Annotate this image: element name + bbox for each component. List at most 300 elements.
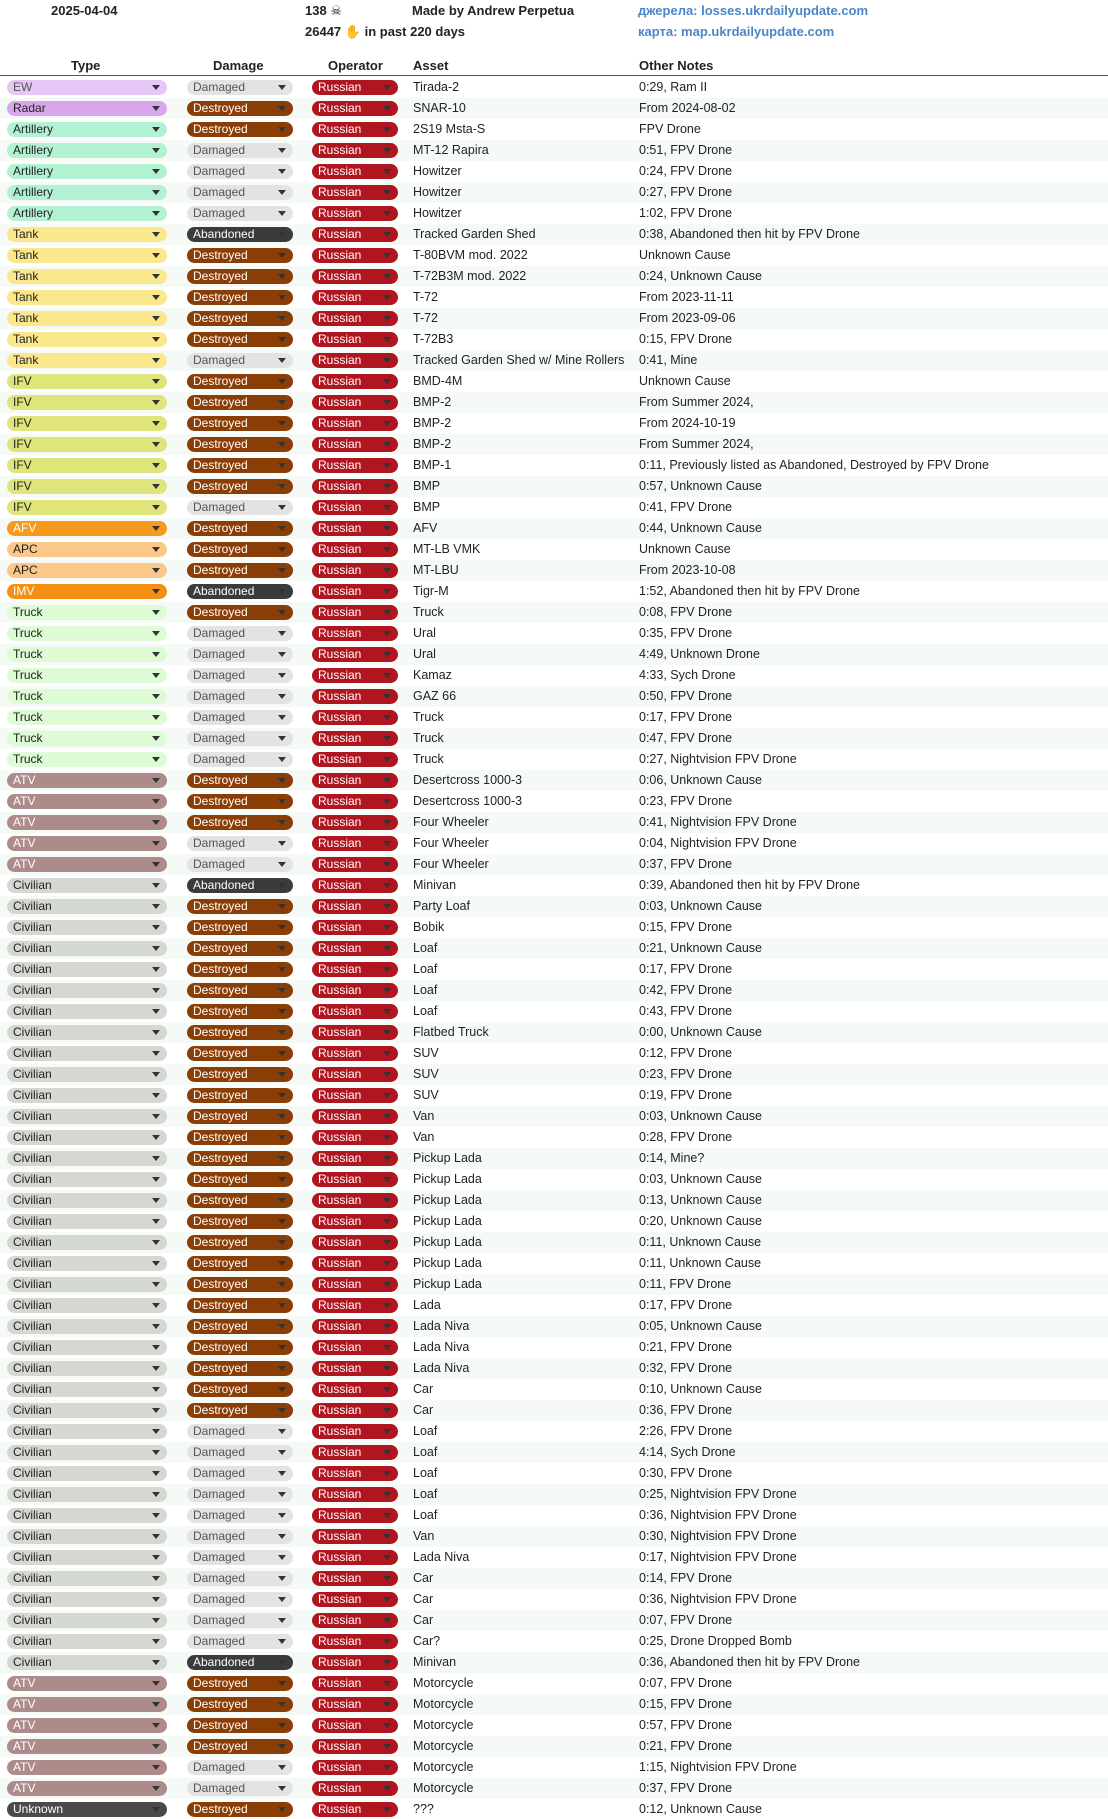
asset-cell: Truck bbox=[413, 752, 444, 766]
type-dropdown[interactable] bbox=[7, 647, 167, 662]
operator-dropdown[interactable] bbox=[312, 1319, 398, 1334]
dropdown-arrow-icon bbox=[152, 589, 160, 594]
damage-dropdown[interactable] bbox=[187, 1592, 293, 1607]
operator-dropdown[interactable] bbox=[312, 899, 398, 914]
damage-dropdown[interactable] bbox=[187, 689, 293, 704]
damage-dropdown[interactable] bbox=[187, 122, 293, 137]
operator-dropdown[interactable] bbox=[312, 1046, 398, 1061]
type-dropdown[interactable] bbox=[7, 1046, 167, 1061]
damage-dropdown[interactable] bbox=[187, 1697, 293, 1712]
damage-dropdown[interactable] bbox=[187, 878, 293, 893]
operator-dropdown[interactable] bbox=[312, 164, 398, 179]
damage-dropdown[interactable] bbox=[187, 1403, 293, 1418]
operator-dropdown[interactable] bbox=[312, 1613, 398, 1628]
type-dropdown[interactable] bbox=[7, 227, 167, 242]
operator-dropdown[interactable] bbox=[312, 1802, 398, 1817]
damage-dropdown[interactable] bbox=[187, 1088, 293, 1103]
damage-dropdown[interactable] bbox=[187, 731, 293, 746]
type-dropdown[interactable] bbox=[7, 773, 167, 788]
type-dropdown[interactable] bbox=[7, 941, 167, 956]
operator-dropdown[interactable] bbox=[312, 1172, 398, 1187]
operator-dropdown[interactable] bbox=[312, 626, 398, 641]
operator-dropdown[interactable] bbox=[312, 1298, 398, 1313]
type-dropdown[interactable] bbox=[7, 1130, 167, 1145]
damage-dropdown[interactable] bbox=[187, 1214, 293, 1229]
damage-dropdown[interactable] bbox=[187, 1571, 293, 1586]
operator-dropdown[interactable] bbox=[312, 143, 398, 158]
operator-dropdown[interactable] bbox=[312, 542, 398, 557]
operator-dropdown[interactable] bbox=[312, 1697, 398, 1712]
operator-dropdown-label: Russian bbox=[318, 458, 362, 472]
type-dropdown[interactable] bbox=[7, 962, 167, 977]
column-header-notes: Other Notes bbox=[639, 58, 714, 73]
type-dropdown[interactable] bbox=[7, 563, 167, 578]
type-dropdown[interactable] bbox=[7, 1424, 167, 1439]
damage-dropdown[interactable] bbox=[187, 1760, 293, 1775]
damage-dropdown-label: Damaged bbox=[193, 752, 246, 766]
operator-dropdown[interactable] bbox=[312, 1214, 398, 1229]
operator-dropdown-label: Russian bbox=[318, 248, 362, 262]
notes-cell: From 2024-08-02 bbox=[639, 101, 736, 115]
type-dropdown[interactable] bbox=[7, 1235, 167, 1250]
operator-dropdown[interactable] bbox=[312, 1487, 398, 1502]
damage-dropdown[interactable] bbox=[187, 521, 293, 536]
asset-cell: Lada Niva bbox=[413, 1319, 470, 1333]
type-dropdown[interactable] bbox=[7, 605, 167, 620]
operator-dropdown[interactable] bbox=[312, 374, 398, 389]
operator-dropdown-label: Russian bbox=[318, 353, 362, 367]
operator-dropdown-label: Russian bbox=[318, 815, 362, 829]
damage-dropdown[interactable] bbox=[187, 626, 293, 641]
dropdown-arrow-icon bbox=[278, 568, 286, 573]
damage-dropdown[interactable] bbox=[187, 899, 293, 914]
damage-dropdown[interactable] bbox=[187, 269, 293, 284]
damage-dropdown[interactable] bbox=[187, 248, 293, 263]
operator-dropdown[interactable] bbox=[312, 1529, 398, 1544]
damage-dropdown[interactable] bbox=[187, 983, 293, 998]
asset-cell: Bobik bbox=[413, 920, 445, 934]
type-dropdown[interactable] bbox=[7, 1214, 167, 1229]
dropdown-arrow-icon bbox=[278, 85, 286, 90]
damage-dropdown[interactable] bbox=[187, 311, 293, 326]
damage-dropdown-label: Damaged bbox=[193, 731, 246, 745]
damage-dropdown[interactable] bbox=[187, 332, 293, 347]
operator-dropdown[interactable] bbox=[312, 941, 398, 956]
damage-dropdown[interactable] bbox=[187, 1487, 293, 1502]
type-dropdown[interactable] bbox=[7, 920, 167, 935]
damage-dropdown[interactable] bbox=[187, 1109, 293, 1124]
type-dropdown[interactable] bbox=[7, 983, 167, 998]
operator-dropdown[interactable] bbox=[312, 1739, 398, 1754]
operator-dropdown[interactable] bbox=[312, 269, 398, 284]
type-dropdown[interactable] bbox=[7, 206, 167, 221]
damage-dropdown[interactable] bbox=[187, 1067, 293, 1082]
type-dropdown[interactable] bbox=[7, 1004, 167, 1019]
damage-dropdown[interactable] bbox=[187, 1172, 293, 1187]
operator-dropdown[interactable] bbox=[312, 1067, 398, 1082]
dropdown-arrow-icon bbox=[278, 379, 286, 384]
operator-dropdown[interactable] bbox=[312, 1193, 398, 1208]
sources-link[interactable]: джерела: losses.ukrdailyupdate.com bbox=[638, 3, 869, 18]
operator-dropdown-label: Russian bbox=[318, 1718, 362, 1732]
type-dropdown[interactable] bbox=[7, 1025, 167, 1040]
type-dropdown[interactable] bbox=[7, 1319, 167, 1334]
damage-dropdown[interactable] bbox=[187, 1298, 293, 1313]
operator-dropdown[interactable] bbox=[312, 605, 398, 620]
type-dropdown[interactable] bbox=[7, 1781, 167, 1796]
operator-dropdown[interactable] bbox=[312, 1676, 398, 1691]
operator-dropdown[interactable] bbox=[312, 1550, 398, 1565]
type-dropdown[interactable] bbox=[7, 1802, 167, 1817]
table-row bbox=[0, 371, 1108, 392]
operator-dropdown[interactable] bbox=[312, 185, 398, 200]
type-dropdown[interactable] bbox=[7, 857, 167, 872]
damage-dropdown[interactable] bbox=[187, 563, 293, 578]
type-dropdown[interactable] bbox=[7, 689, 167, 704]
operator-dropdown[interactable] bbox=[312, 1781, 398, 1796]
damage-dropdown[interactable] bbox=[187, 1361, 293, 1376]
damage-dropdown[interactable] bbox=[187, 836, 293, 851]
type-dropdown[interactable] bbox=[7, 836, 167, 851]
operator-dropdown[interactable] bbox=[312, 395, 398, 410]
type-dropdown[interactable] bbox=[7, 122, 167, 137]
operator-dropdown[interactable] bbox=[312, 983, 398, 998]
operator-dropdown[interactable] bbox=[312, 80, 398, 95]
damage-dropdown[interactable] bbox=[187, 395, 293, 410]
operator-dropdown[interactable] bbox=[312, 1382, 398, 1397]
damage-dropdown[interactable] bbox=[187, 794, 293, 809]
damage-dropdown[interactable] bbox=[187, 1466, 293, 1481]
operator-dropdown[interactable] bbox=[312, 1025, 398, 1040]
damage-dropdown[interactable] bbox=[187, 479, 293, 494]
damage-dropdown[interactable] bbox=[187, 1025, 293, 1040]
damage-dropdown[interactable] bbox=[187, 1340, 293, 1355]
operator-dropdown-label: Russian bbox=[318, 1676, 362, 1690]
type-dropdown[interactable] bbox=[7, 1508, 167, 1523]
type-dropdown[interactable] bbox=[7, 1613, 167, 1628]
type-dropdown[interactable] bbox=[7, 1760, 167, 1775]
operator-dropdown[interactable] bbox=[312, 710, 398, 725]
operator-dropdown[interactable] bbox=[312, 458, 398, 473]
type-dropdown[interactable] bbox=[7, 1382, 167, 1397]
operator-dropdown[interactable] bbox=[312, 416, 398, 431]
operator-dropdown[interactable] bbox=[312, 521, 398, 536]
damage-dropdown[interactable] bbox=[187, 1550, 293, 1565]
operator-dropdown[interactable] bbox=[312, 227, 398, 242]
damage-dropdown[interactable] bbox=[187, 1130, 293, 1145]
operator-dropdown[interactable] bbox=[312, 1256, 398, 1271]
type-dropdown[interactable] bbox=[7, 1529, 167, 1544]
operator-dropdown[interactable] bbox=[312, 689, 398, 704]
notes-cell: From Summer 2024, bbox=[639, 395, 754, 409]
type-dropdown[interactable] bbox=[7, 1697, 167, 1712]
operator-dropdown[interactable] bbox=[312, 668, 398, 683]
damage-dropdown[interactable] bbox=[187, 206, 293, 221]
type-dropdown[interactable] bbox=[7, 500, 167, 515]
operator-dropdown[interactable] bbox=[312, 752, 398, 767]
operator-dropdown[interactable] bbox=[312, 353, 398, 368]
damage-dropdown[interactable] bbox=[187, 710, 293, 725]
type-dropdown[interactable] bbox=[7, 626, 167, 641]
type-dropdown[interactable] bbox=[7, 668, 167, 683]
damage-dropdown[interactable] bbox=[187, 584, 293, 599]
type-dropdown[interactable] bbox=[7, 395, 167, 410]
type-dropdown[interactable] bbox=[7, 878, 167, 893]
damage-dropdown[interactable] bbox=[187, 542, 293, 557]
damage-dropdown[interactable] bbox=[187, 1718, 293, 1733]
damage-dropdown[interactable] bbox=[187, 458, 293, 473]
damage-dropdown[interactable] bbox=[187, 1445, 293, 1460]
damage-dropdown-label: Damaged bbox=[193, 710, 246, 724]
damage-dropdown[interactable] bbox=[187, 1739, 293, 1754]
damage-dropdown[interactable] bbox=[187, 164, 293, 179]
notes-cell: 0:11, FPV Drone bbox=[639, 1277, 732, 1291]
asset-cell: BMD-4M bbox=[413, 374, 463, 388]
damage-dropdown[interactable] bbox=[187, 773, 293, 788]
dropdown-arrow-icon bbox=[383, 1177, 391, 1182]
operator-dropdown[interactable] bbox=[312, 206, 398, 221]
type-dropdown[interactable] bbox=[7, 1172, 167, 1187]
operator-dropdown[interactable] bbox=[312, 1277, 398, 1292]
dropdown-arrow-icon bbox=[383, 85, 391, 90]
type-dropdown[interactable] bbox=[7, 1676, 167, 1691]
type-dropdown[interactable] bbox=[7, 269, 167, 284]
operator-dropdown[interactable] bbox=[312, 794, 398, 809]
damage-dropdown[interactable] bbox=[187, 437, 293, 452]
dropdown-arrow-icon bbox=[152, 1114, 160, 1119]
damage-dropdown[interactable] bbox=[187, 1424, 293, 1439]
notes-cell: 0:07, FPV Drone bbox=[639, 1613, 733, 1627]
type-dropdown[interactable] bbox=[7, 1088, 167, 1103]
damage-dropdown[interactable] bbox=[187, 1256, 293, 1271]
operator-dropdown[interactable] bbox=[312, 1508, 398, 1523]
damage-dropdown[interactable] bbox=[187, 941, 293, 956]
operator-dropdown[interactable] bbox=[312, 857, 398, 872]
damage-dropdown[interactable] bbox=[187, 815, 293, 830]
damage-dropdown[interactable] bbox=[187, 1634, 293, 1649]
notes-cell: From Summer 2024, bbox=[639, 437, 754, 451]
damage-dropdown[interactable] bbox=[187, 290, 293, 305]
type-dropdown[interactable] bbox=[7, 1361, 167, 1376]
dropdown-arrow-icon bbox=[152, 883, 160, 888]
operator-dropdown[interactable] bbox=[312, 1004, 398, 1019]
type-dropdown[interactable] bbox=[7, 1634, 167, 1649]
operator-dropdown[interactable] bbox=[312, 731, 398, 746]
operator-dropdown-label: Russian bbox=[318, 269, 362, 283]
damage-dropdown-label: Damaged bbox=[193, 668, 246, 682]
type-dropdown[interactable] bbox=[7, 1718, 167, 1733]
operator-dropdown[interactable] bbox=[312, 332, 398, 347]
type-dropdown[interactable] bbox=[7, 164, 167, 179]
type-dropdown[interactable] bbox=[7, 479, 167, 494]
type-dropdown-label: Civilian bbox=[13, 962, 52, 976]
operator-dropdown[interactable] bbox=[312, 1088, 398, 1103]
operator-dropdown[interactable] bbox=[312, 1592, 398, 1607]
dropdown-arrow-icon bbox=[152, 1744, 160, 1749]
damage-dropdown[interactable] bbox=[187, 1802, 293, 1817]
damage-dropdown[interactable] bbox=[187, 668, 293, 683]
damage-dropdown[interactable] bbox=[187, 1151, 293, 1166]
operator-dropdown[interactable] bbox=[312, 1634, 398, 1649]
operator-dropdown[interactable] bbox=[312, 248, 398, 263]
damage-dropdown[interactable] bbox=[187, 1319, 293, 1334]
operator-dropdown[interactable] bbox=[312, 122, 398, 137]
damage-dropdown-label: Destroyed bbox=[193, 605, 248, 619]
operator-dropdown[interactable] bbox=[312, 584, 398, 599]
operator-dropdown[interactable] bbox=[312, 1151, 398, 1166]
operator-dropdown[interactable] bbox=[312, 1466, 398, 1481]
type-dropdown[interactable] bbox=[7, 185, 167, 200]
table-row bbox=[0, 1022, 1108, 1043]
asset-cell: Motorcycle bbox=[413, 1781, 474, 1795]
type-dropdown[interactable] bbox=[7, 311, 167, 326]
dropdown-arrow-icon bbox=[152, 85, 160, 90]
type-dropdown[interactable] bbox=[7, 80, 167, 95]
type-dropdown[interactable] bbox=[7, 1277, 167, 1292]
operator-dropdown[interactable] bbox=[312, 1235, 398, 1250]
damage-dropdown[interactable] bbox=[187, 1046, 293, 1061]
operator-dropdown[interactable] bbox=[312, 878, 398, 893]
damage-dropdown[interactable] bbox=[187, 962, 293, 977]
damage-dropdown[interactable] bbox=[187, 1235, 293, 1250]
damage-dropdown[interactable] bbox=[187, 1277, 293, 1292]
type-dropdown[interactable] bbox=[7, 437, 167, 452]
type-dropdown[interactable] bbox=[7, 1571, 167, 1586]
damage-dropdown[interactable] bbox=[187, 80, 293, 95]
damage-dropdown[interactable] bbox=[187, 500, 293, 515]
type-dropdown[interactable] bbox=[7, 1151, 167, 1166]
damage-dropdown[interactable] bbox=[187, 1193, 293, 1208]
damage-dropdown[interactable] bbox=[187, 1613, 293, 1628]
table-row bbox=[0, 1337, 1108, 1358]
damage-dropdown[interactable] bbox=[187, 1508, 293, 1523]
damage-dropdown[interactable] bbox=[187, 920, 293, 935]
type-dropdown[interactable] bbox=[7, 1403, 167, 1418]
type-dropdown[interactable] bbox=[7, 143, 167, 158]
operator-dropdown[interactable] bbox=[312, 1718, 398, 1733]
type-dropdown[interactable] bbox=[7, 752, 167, 767]
damage-dropdown[interactable] bbox=[187, 857, 293, 872]
type-dropdown[interactable] bbox=[7, 521, 167, 536]
damage-dropdown[interactable] bbox=[187, 101, 293, 116]
type-dropdown[interactable] bbox=[7, 1487, 167, 1502]
operator-dropdown[interactable] bbox=[312, 479, 398, 494]
type-dropdown[interactable] bbox=[7, 458, 167, 473]
damage-dropdown[interactable] bbox=[187, 1676, 293, 1691]
operator-dropdown[interactable] bbox=[312, 1109, 398, 1124]
type-dropdown[interactable] bbox=[7, 1445, 167, 1460]
type-dropdown[interactable] bbox=[7, 542, 167, 557]
damage-dropdown[interactable] bbox=[187, 1655, 293, 1670]
dropdown-arrow-icon bbox=[278, 1366, 286, 1371]
operator-dropdown[interactable] bbox=[312, 1424, 398, 1439]
type-dropdown-label: Tank bbox=[13, 311, 39, 325]
damage-dropdown[interactable] bbox=[187, 1004, 293, 1019]
map-link[interactable]: карта: map.ukrdailyupdate.com bbox=[638, 24, 835, 39]
damage-dropdown[interactable] bbox=[187, 143, 293, 158]
operator-dropdown[interactable] bbox=[312, 962, 398, 977]
damage-dropdown[interactable] bbox=[187, 416, 293, 431]
type-dropdown[interactable] bbox=[7, 248, 167, 263]
damage-dropdown[interactable] bbox=[187, 353, 293, 368]
damage-dropdown[interactable] bbox=[187, 185, 293, 200]
operator-dropdown[interactable] bbox=[312, 1760, 398, 1775]
type-dropdown[interactable] bbox=[7, 1466, 167, 1481]
operator-dropdown[interactable] bbox=[312, 1571, 398, 1586]
damage-dropdown[interactable] bbox=[187, 227, 293, 242]
type-dropdown[interactable] bbox=[7, 1592, 167, 1607]
operator-dropdown[interactable] bbox=[312, 815, 398, 830]
operator-dropdown[interactable] bbox=[312, 1655, 398, 1670]
type-dropdown-label: Truck bbox=[13, 752, 43, 766]
type-dropdown[interactable] bbox=[7, 794, 167, 809]
type-dropdown[interactable] bbox=[7, 899, 167, 914]
operator-dropdown[interactable] bbox=[312, 500, 398, 515]
damage-dropdown[interactable] bbox=[187, 752, 293, 767]
type-dropdown[interactable] bbox=[7, 416, 167, 431]
type-dropdown[interactable] bbox=[7, 1298, 167, 1313]
dropdown-arrow-icon bbox=[383, 904, 391, 909]
type-dropdown[interactable] bbox=[7, 1739, 167, 1754]
operator-dropdown[interactable] bbox=[312, 1130, 398, 1145]
type-dropdown[interactable] bbox=[7, 290, 167, 305]
type-dropdown[interactable] bbox=[7, 1256, 167, 1271]
operator-dropdown[interactable] bbox=[312, 437, 398, 452]
damage-dropdown[interactable] bbox=[187, 647, 293, 662]
operator-dropdown[interactable] bbox=[312, 1361, 398, 1376]
type-dropdown-label: Civilian bbox=[13, 1445, 52, 1459]
dropdown-arrow-icon bbox=[383, 1282, 391, 1287]
type-dropdown[interactable] bbox=[7, 332, 167, 347]
type-dropdown[interactable] bbox=[7, 1193, 167, 1208]
type-dropdown[interactable] bbox=[7, 731, 167, 746]
operator-dropdown[interactable] bbox=[312, 773, 398, 788]
type-dropdown[interactable] bbox=[7, 1340, 167, 1355]
operator-dropdown-label: Russian bbox=[318, 1277, 362, 1291]
operator-dropdown[interactable] bbox=[312, 647, 398, 662]
type-dropdown[interactable] bbox=[7, 710, 167, 725]
operator-dropdown[interactable] bbox=[312, 290, 398, 305]
operator-dropdown[interactable] bbox=[312, 836, 398, 851]
type-dropdown[interactable] bbox=[7, 353, 167, 368]
operator-dropdown[interactable] bbox=[312, 1403, 398, 1418]
type-dropdown[interactable] bbox=[7, 1067, 167, 1082]
operator-dropdown[interactable] bbox=[312, 920, 398, 935]
table-row bbox=[0, 1547, 1108, 1568]
damage-dropdown[interactable] bbox=[187, 1781, 293, 1796]
type-dropdown[interactable] bbox=[7, 1109, 167, 1124]
operator-dropdown[interactable] bbox=[312, 563, 398, 578]
type-dropdown[interactable] bbox=[7, 584, 167, 599]
operator-dropdown[interactable] bbox=[312, 1445, 398, 1460]
notes-cell: 0:07, FPV Drone bbox=[639, 1676, 733, 1690]
operator-dropdown[interactable] bbox=[312, 101, 398, 116]
type-dropdown[interactable] bbox=[7, 815, 167, 830]
type-dropdown[interactable] bbox=[7, 374, 167, 389]
damage-dropdown[interactable] bbox=[187, 1382, 293, 1397]
notes-cell: 0:30, Nightvision FPV Drone bbox=[639, 1529, 797, 1543]
type-dropdown[interactable] bbox=[7, 1550, 167, 1565]
type-dropdown[interactable] bbox=[7, 1655, 167, 1670]
operator-dropdown[interactable] bbox=[312, 311, 398, 326]
operator-dropdown[interactable] bbox=[312, 1340, 398, 1355]
damage-dropdown-label: Damaged bbox=[193, 1634, 246, 1648]
damage-dropdown[interactable] bbox=[187, 1529, 293, 1544]
damage-dropdown[interactable] bbox=[187, 374, 293, 389]
damage-dropdown[interactable] bbox=[187, 605, 293, 620]
dropdown-arrow-icon bbox=[152, 1555, 160, 1560]
type-dropdown[interactable] bbox=[7, 101, 167, 116]
